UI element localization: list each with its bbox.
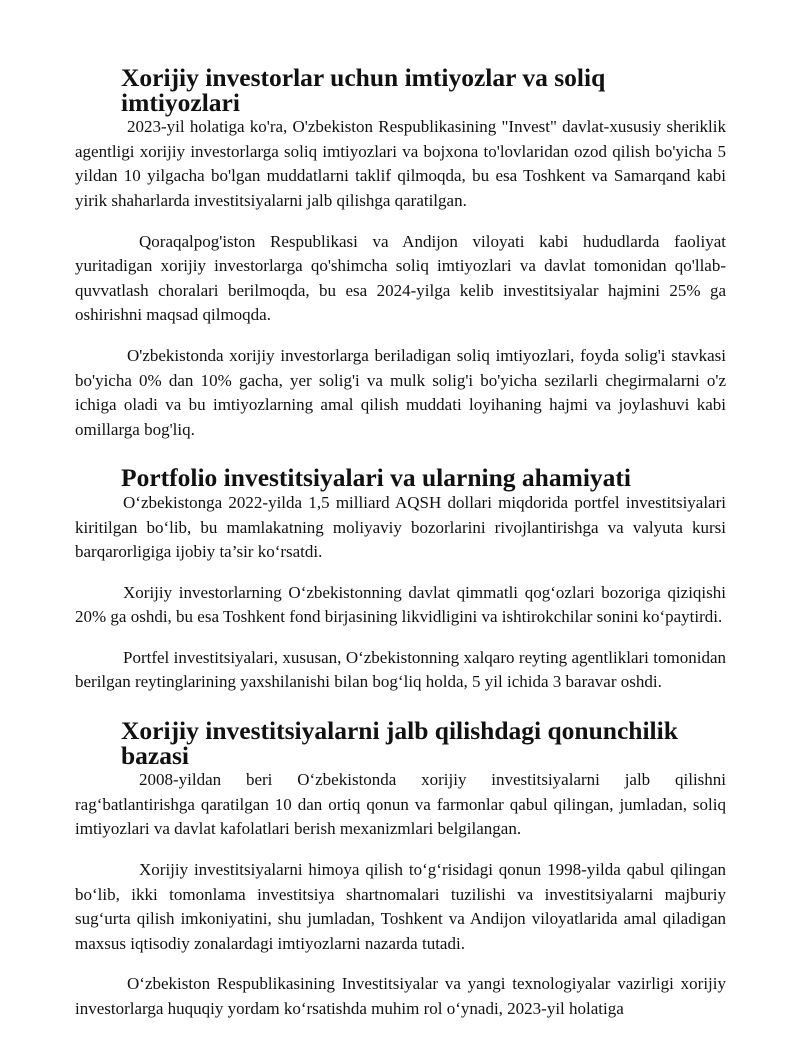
paragraph: O‘zbekistonga 2022-yilda 1,5 milliard AQSH dollari miqdorida portfel investitsiyalari kiritilgan bo‘lib, bu mamlakatning moliyaviy bozorlarini rivojlantirishga va valyuta kursi barqarorligiga ijobiy ta’sir ko‘rsatdi. — [75, 492, 726, 562]
paragraph: Xorijiy investorlarning O‘zbekistonning davlat qimmatli qog‘ozlari bozoriga qiziqishi 20% ga oshdi, bu esa Toshkent fond birjasining likvidligini va ishtirokchilar sonini ko‘paytirdi. — [75, 582, 726, 627]
paragraph: Portfel investitsiyalari, xususan, O‘zbekistonning xalqaro reyting agentliklari tomonidan berilgan reytinglarining yaxshilanishi bilan bog‘liq holda, 5 yil ichida 3 baravar oshdi. — [75, 647, 726, 692]
paragraph: Qoraqalpog'iston Respublikasi va Andijon viloyati kabi hududlarda faoliyat yuritadigan xorijiy investorlarga qo'shimcha soliq imtiyozlari va davlat tomonidan qo'llab-quvvatlash choralari berilmoqda, bu esa 2024-yilga kelib investitsiyalar hajmini 25% ga oshirishni maqsad qilmoqda. — [75, 231, 726, 325]
document-page — [75, 63, 726, 1038]
section-heading-legal-framework: Xorijiy investitsiyalarni jalb qilishdagi qonunchilik bazasi — [121, 716, 678, 770]
paragraph: O'zbekistonda xorijiy investorlarga beriladigan soliq imtiyozlari, foyda solig'i stavkasi bo'yicha 0% dan 10% gacha, yer solig'i va mulk solig'i bo'yicha sezilarli chegirmalarni o'z ichiga oladi va bu imtiyozlarning amal qilish muddati loyihaning hajmi va joylashuvi kabi omillarga bog'liq. — [75, 345, 726, 439]
paragraph: O‘zbekiston Respublikasining Investitsiyalar va yangi texnologiyalar vazirligi xorijiy investorlarga huquqiy yordam ko‘rsatishda muhim rol o‘ynadi, 2023-yil holatiga — [75, 974, 726, 1018]
section-heading-portfolio-investments: Portfolio investitsiyalari va ularning ahamiyati — [121, 463, 631, 493]
paragraph: Xorijiy investitsiyalarni himoya qilish to‘g‘risidagi qonun 1998-yilda qabul qilingan bo‘lib, ikki tomonlama investitsiya shartnomalari tuzilishi va investitsiyalarni majburiy sug‘urta qilish imkoniyatini, shu jumladan, Toshkent va Andijon viloyatlarida amal qiladigan maxsus iqtisodiy zonalardagi imtiyozlarni nazarda tutadi. — [75, 860, 726, 953]
paragraph: 2008-yildan beri O‘zbekistonda xorijiy investitsiyalarni jalb qilishni rag‘batlantirishga qaratilgan 10 dan ortiq qonun va farmonlar qabul qilingan, jumladan, soliq imtiyozlari va davlat kafolatlari berish mexanizmlari belgilangan. — [75, 770, 726, 839]
section-heading-tax-incentives: Xorijiy investorlar uchun imtiyozlar va soliq imtiyozlari — [121, 63, 606, 117]
paragraph: 2023-yil holatiga ko'ra, O'zbekiston Respublikasining "Invest" davlat-xususiy sheriklik agentligi xorijiy investorlarga soliq imtiyozlari va bojxona to'lovlaridan ozod qilish bo'yicha 5 yildan 10 yilgacha bo'lgan muddatlarni taklif qilmoqda, bu esa Toshkent va Samarqand kabi yirik shaharlarda investitsiyalarni jalb qilishga qaratilgan. — [75, 117, 726, 210]
